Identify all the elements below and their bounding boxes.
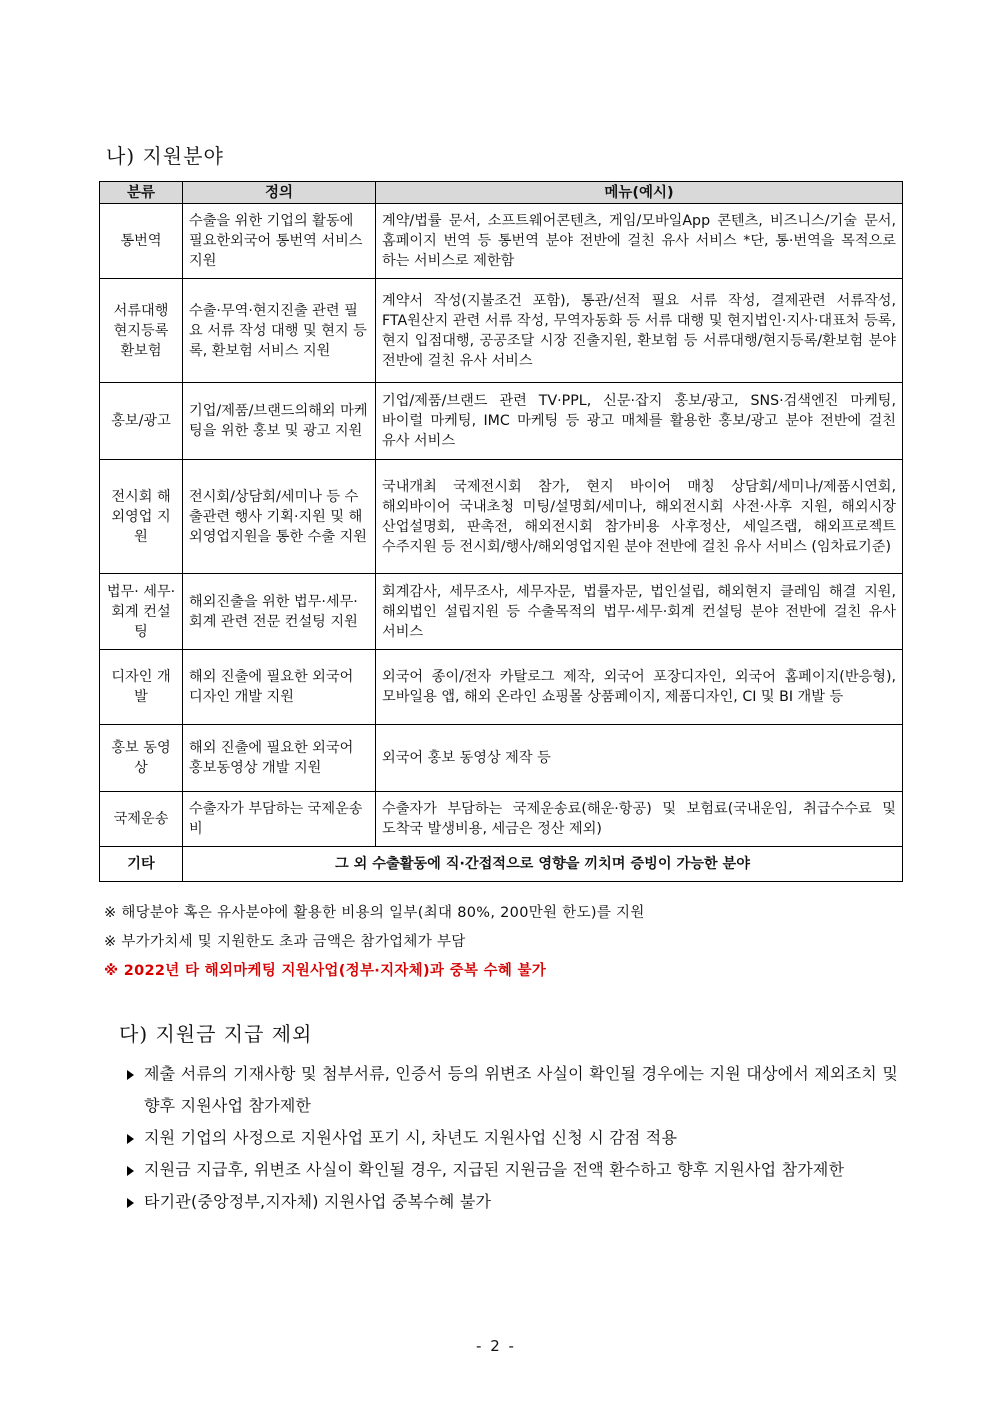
row-menu: 외국어 홍보 동영상 제작 등 (376, 725, 903, 792)
list-item (124, 1058, 898, 1122)
table-row (100, 574, 903, 650)
row-category: 디자인 개발 (100, 650, 183, 725)
row-definition: 해외진출을 위한 법무·세무·회계 관련 전문 컨설팅 지원 (183, 574, 376, 650)
list-item-text: 지원금 지급후, 위변조 사실이 확인될 경우, 지급된 지원금을 전액 환수하고 향후 지원사업 참가제한 (144, 1160, 845, 1179)
row-category: 법무· 세무·회계 컨설팅 (100, 574, 183, 650)
table-row (100, 725, 903, 792)
header-menu: 메뉴(예시) (376, 182, 903, 204)
row-category: 국제운송 (100, 792, 183, 847)
list-item-text: 제출 서류의 기재사항 및 첨부서류, 인증서 등의 위변조 사실이 확인될 경우에는 지원 대상에서 제외조치 및 향후 지원사업 참가제한 (144, 1064, 898, 1115)
table-row (100, 792, 903, 847)
triangle-bullet-icon (127, 1134, 134, 1144)
row-definition: 기업/제품/브랜드의해외 마케팅을 위한 홍보 및 광고 지원 (183, 383, 376, 460)
triangle-bullet-icon (127, 1198, 134, 1208)
section-title-support-areas: 나) 지원분야 (106, 144, 224, 168)
row-category: 서류대행 현지등록 환보험 (100, 279, 183, 383)
row-menu: 계약/법률 문서, 소프트웨어콘텐츠, 게임/모바일App 콘텐츠, 비즈니스/기술 문서, 홈페이지 번역 등 통번역 분야 전반에 걸친 유사 서비스 *단, 통·번역을 목적으로 하는 서비스로 제한함 (376, 204, 903, 279)
table-header-row (100, 182, 903, 204)
section-title-exclusion: 다) 지원금 지급 제외 (119, 1022, 313, 1046)
table-row-other (100, 847, 903, 882)
list-item (124, 1186, 898, 1218)
note-item: ※ 부가가치세 및 지원한도 초과 금액은 참가업체가 부담 (104, 934, 466, 950)
list-item-text: 지원 기업의 사정으로 지원사업 포기 시, 차년도 지원사업 신청 시 감점 적용 (144, 1128, 678, 1147)
list-item-text: 타기관(중앙정부,지자체) 지원사업 중복수혜 불가 (144, 1192, 492, 1211)
row-definition: 수출자가 부담하는 국제운송비 (183, 792, 376, 847)
row-definition: 전시회/상담회/세미나 등 수출관련 행사 기획·지원 및 해외영업지원을 통한 수출 지원 (183, 460, 376, 574)
row-menu: 국내개최 국제전시회 참가, 현지 바이어 매칭 상담회/세미나/제품시연회, 해외바이어 국내초청 미팅/설명회/세미나, 해외전시회 사전·사후 지원, 해외시장 산업설명회, 판촉전, 해외전시회 참가비용 사후정산, 세일즈랩, 해외프로젝트 수주지원 등 전시회/행사/해외영업지원 분야 전반에 걸친 유사 서비스 (임차료기준) (376, 460, 903, 574)
notes (104, 903, 645, 990)
row-menu: 수출자가 부담하는 국제운송료(해운·항공) 및 보험료(국내운임, 취급수수료 및 도착국 발생비용, 세금은 정산 제외) (376, 792, 903, 847)
row-category-other: 기타 (100, 847, 183, 882)
list-item (124, 1154, 898, 1186)
row-category: 홍보 동영상 (100, 725, 183, 792)
row-other-text: 그 외 수출활동에 직·간접적으로 영향을 끼치며 증빙이 가능한 분야 (183, 847, 903, 882)
row-definition: 수출을 위한 기업의 활동에 필요한외국어 통번역 서비스 지원 (183, 204, 376, 279)
row-menu: 계약서 작성(지불조건 포함), 통관/선적 필요 서류 작성, 결제관련 서류작성, FTA원산지 관련 서류 작성, 무역자동화 등 서류 대행 및 현지법인·지사·대표처 등록, 현지 입점대행, 공공조달 시장 진출지원, 환보험 등 서류대행/현지등록/환보험 분야 전반에 걸친 유사 서비스 (376, 279, 903, 383)
note-warning: ※ 2022년 타 해외마케팅 지원사업(정부·지자체)과 중복 수혜 불가 (104, 963, 547, 979)
row-definition: 해외 진출에 필요한 외국어 홍보동영상 개발 지원 (183, 725, 376, 792)
support-areas-table (99, 181, 903, 882)
table-row (100, 650, 903, 725)
list-item (124, 1122, 898, 1154)
table-row (100, 460, 903, 574)
table-row (100, 383, 903, 460)
row-definition: 해외 진출에 필요한 외국어 디자인 개발 지원 (183, 650, 376, 725)
table-row (100, 204, 903, 279)
row-category: 통번역 (100, 204, 183, 279)
row-menu: 회계감사, 세무조사, 세무자문, 법률자문, 법인설립, 해외현지 클레임 해결 지원, 해외법인 설립지원 등 수출목적의 법무·세무·회계 컨설팅 분야 전반에 걸친 유사 서비스 (376, 574, 903, 650)
header-definition: 정의 (183, 182, 376, 204)
triangle-bullet-icon (127, 1070, 134, 1080)
note-item: ※ 해당분야 혹은 유사분야에 활용한 비용의 일부(최대 80%, 200만원 한도)를 지원 (104, 905, 645, 921)
row-menu: 외국어 종이/전자 카탈로그 제작, 외국어 포장디자인, 외국어 홈페이지(반응형), 모바일용 앱, 해외 온라인 쇼핑몰 상품페이지, 제품디자인, CI 및 BI 개발 등 (376, 650, 903, 725)
triangle-bullet-icon (127, 1166, 134, 1176)
exclusion-list (124, 1058, 898, 1218)
row-menu: 기업/제품/브랜드 관련 TV·PPL, 신문·잡지 홍보/광고, SNS·검색엔진 마케팅, 바이럴 마케팅, IMC 마케팅 등 광고 매체를 활용한 홍보/광고 분야 전반에 걸친 유사 서비스 (376, 383, 903, 460)
page-number: - 2 - (476, 1337, 516, 1355)
row-category: 홍보/광고 (100, 383, 183, 460)
row-category: 전시회 해외영업 지원 (100, 460, 183, 574)
header-category: 분류 (100, 182, 183, 204)
table-row (100, 279, 903, 383)
row-definition: 수출·무역·현지진출 관련 필요 서류 작성 대행 및 현지 등록, 환보험 서비스 지원 (183, 279, 376, 383)
